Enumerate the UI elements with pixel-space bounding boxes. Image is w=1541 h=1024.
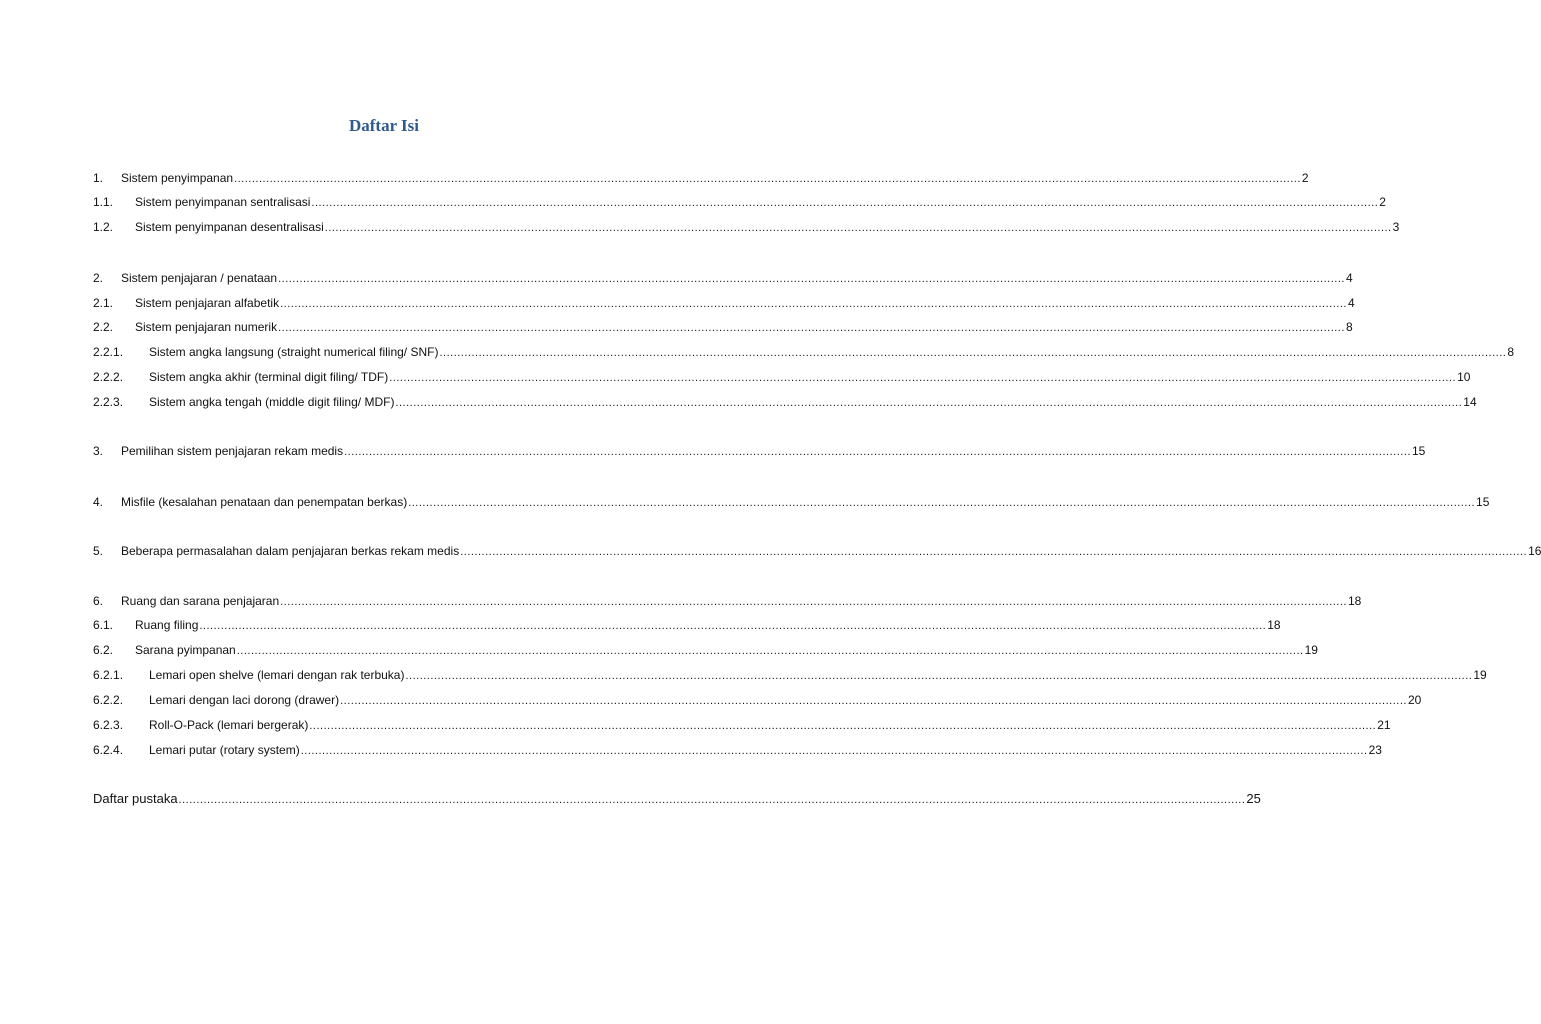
toc-entry-number: 4. bbox=[93, 495, 104, 509]
toc-leader-dots: ............................................................................................................................................................................................................................................................................................................ bbox=[199, 620, 1267, 632]
toc-entry-label: Sarana pyimpanan bbox=[135, 643, 236, 657]
toc-entry-page: 18 bbox=[1267, 618, 1281, 632]
toc-entry-number: 2.2. bbox=[93, 320, 114, 334]
toc-entry[interactable] bbox=[93, 715, 1391, 735]
toc-leader-dots: ............................................................................................................................................................................................................................................................................................................ bbox=[311, 197, 1379, 209]
toc-entry-number: 1.2. bbox=[93, 220, 114, 234]
toc-entry-label: Ruang filing bbox=[135, 618, 199, 632]
toc-leader-dots: ............................................................................................................................................................................................................................................................................................................ bbox=[340, 695, 1407, 707]
toc-entry-page: 15 bbox=[1476, 495, 1490, 509]
toc-entry-number: 6.1. bbox=[93, 618, 114, 632]
toc-entry-page: 18 bbox=[1347, 594, 1362, 608]
toc-entry[interactable] bbox=[93, 367, 1471, 387]
toc-entry[interactable] bbox=[93, 441, 1426, 461]
toc-entry-number: 2.2.2. bbox=[93, 370, 124, 384]
toc-leader-dots: ............................................................................................................................................................................................................................................................................................................ bbox=[344, 446, 1411, 458]
toc-entry-label: Roll-O-Pack (lemari bergerak) bbox=[149, 718, 309, 732]
toc-entry-number: 6.2.4. bbox=[93, 743, 124, 757]
toc-entry-page: 19 bbox=[1473, 668, 1487, 682]
toc-entry-number: 6.2. bbox=[93, 643, 114, 657]
toc-entry[interactable] bbox=[93, 293, 1355, 313]
toc-entry-label: Beberapa permasalahan dalam penjajaran berkas rekam medis bbox=[121, 544, 460, 558]
toc-entry[interactable] bbox=[93, 317, 1353, 337]
toc-entry-number: 5. bbox=[93, 544, 104, 558]
toc-entry-page: 20 bbox=[1407, 693, 1422, 707]
toc-entry-label: Lemari dengan laci dorong (drawer) bbox=[149, 693, 340, 707]
toc-entry[interactable] bbox=[93, 591, 1362, 611]
toc-entry-label: Lemari putar (rotary system) bbox=[149, 743, 300, 757]
toc-leader-dots: ............................................................................................................................................................................................................................................................................................................ bbox=[309, 720, 1377, 732]
toc-entry[interactable] bbox=[93, 168, 1309, 188]
toc-entry-number: 1. bbox=[93, 171, 104, 185]
toc-entry-number: 1.1. bbox=[93, 195, 114, 209]
toc-entry-label: Sistem angka langsung (straight numerical filing/ SNF) bbox=[149, 345, 439, 359]
toc-entry-page: 2 bbox=[1301, 171, 1309, 185]
toc-entry-page: 2 bbox=[1379, 195, 1386, 209]
toc-leader-dots: ............................................................................................................................................................................................................................................................................................................ bbox=[395, 397, 1463, 409]
toc-entry-page: 4 bbox=[1347, 296, 1355, 310]
toc-entry[interactable] bbox=[93, 615, 1281, 635]
toc-entry-number: 3. bbox=[93, 444, 104, 458]
toc-leader-dots: ............................................................................................................................................................................................................................................................................................................ bbox=[324, 222, 1392, 234]
toc-entry-label: Sistem penjajaran numerik bbox=[135, 320, 278, 334]
toc-entry[interactable] bbox=[93, 740, 1382, 760]
toc-entry-label: Pemilihan sistem penjajaran rekam medis bbox=[121, 444, 344, 458]
toc-entry-label: Ruang dan sarana penjajaran bbox=[121, 594, 280, 608]
toc-entry-number: 6.2.3. bbox=[93, 718, 124, 732]
toc-entry-page: 3 bbox=[1392, 220, 1400, 234]
toc-entry[interactable] bbox=[93, 192, 1386, 212]
toc-entry-number: 2.1. bbox=[93, 296, 114, 310]
toc-entry-number: 2.2.3. bbox=[93, 395, 124, 409]
toc-entry[interactable] bbox=[93, 690, 1422, 710]
toc-entry-number: 6. bbox=[93, 594, 104, 608]
toc-leader-dots: ............................................................................................................................................................................................................................................................................................................ bbox=[460, 546, 1528, 558]
toc-entry-label: Lemari open shelve (lemari dengan rak terbuka) bbox=[149, 668, 405, 682]
toc-entry-label: Daftar pustaka bbox=[93, 791, 178, 806]
toc-leader-dots: ............................................................................................................................................................................................................................................................................................................ bbox=[278, 273, 1345, 285]
toc-entry[interactable] bbox=[93, 217, 1400, 237]
toc-entry[interactable] bbox=[93, 541, 1541, 561]
toc-entry-label: Sistem angka tengah (middle digit filing/ MDF) bbox=[149, 395, 395, 409]
toc-entry-page: 10 bbox=[1457, 370, 1471, 384]
toc-entry-page: 23 bbox=[1368, 743, 1382, 757]
toc-leader-dots: ............................................................................................................................................................................................................................................................................................................ bbox=[280, 596, 1347, 608]
toc-entry[interactable] bbox=[93, 492, 1490, 512]
toc-leader-dots: ............................................................................................................................................................................................................................................................................................................ bbox=[408, 497, 1476, 509]
toc-entry-number: 2.2.1. bbox=[93, 345, 124, 359]
toc-entry-number: 2. bbox=[93, 271, 104, 285]
toc-entry-page: 16 bbox=[1528, 544, 1541, 558]
toc-entry[interactable] bbox=[93, 789, 1261, 809]
toc-entry-label: Sistem penyimpanan desentralisasi bbox=[135, 220, 324, 234]
toc-leader-dots: ............................................................................................................................................................................................................................................................................................................ bbox=[389, 372, 1457, 384]
toc-entry-label: Sistem penjajaran / penataan bbox=[121, 271, 278, 285]
toc-entry-label: Sistem penyimpanan sentralisasi bbox=[135, 195, 311, 209]
toc-entry-label: Sistem angka akhir (terminal digit filing/ TDF) bbox=[149, 370, 389, 384]
toc-entry[interactable] bbox=[93, 640, 1318, 660]
toc-leader-dots: ............................................................................................................................................................................................................................................................................................................ bbox=[405, 670, 1473, 682]
toc-leader-dots: ............................................................................................................................................................................................................................................................................................................ bbox=[278, 322, 1345, 334]
toc-entry-page: 15 bbox=[1411, 444, 1426, 458]
toc-entry-page: 8 bbox=[1507, 345, 1515, 359]
toc-entry-page: 21 bbox=[1377, 718, 1391, 732]
toc-entry[interactable] bbox=[93, 392, 1477, 412]
toc-entry-page: 25 bbox=[1246, 791, 1261, 806]
toc-entry-number: 6.2.2. bbox=[93, 693, 124, 707]
toc-entry-label: Misfile (kesalahan penataan dan penempatan berkas) bbox=[121, 495, 408, 509]
toc-leader-dots: ............................................................................................................................................................................................................................................................................................................ bbox=[280, 298, 1347, 310]
toc-entry-label: Sistem penyimpanan bbox=[121, 171, 234, 185]
toc-entry-page: 19 bbox=[1304, 643, 1318, 657]
toc-entry[interactable] bbox=[93, 268, 1353, 288]
toc-entry[interactable] bbox=[93, 342, 1515, 362]
toc-leader-dots: ............................................................................................................................................................................................................................................................................................................ bbox=[300, 745, 1368, 757]
toc-entry[interactable] bbox=[93, 665, 1487, 685]
toc-leader-dots: ............................................................................................................................................................................................................................................................................................................ bbox=[236, 645, 1304, 657]
toc-title: Daftar Isi bbox=[348, 116, 420, 135]
toc-entry-number: 6.2.1. bbox=[93, 668, 124, 682]
toc-entry-label: Sistem penjajaran alfabetik bbox=[135, 296, 280, 310]
toc-leader-dots: ............................................................................................................................................................................................................................................................................................................ bbox=[178, 794, 1246, 806]
toc-leader-dots: ............................................................................................................................................................................................................................................................................................................ bbox=[439, 347, 1507, 359]
toc-entry-page: 4 bbox=[1345, 271, 1353, 285]
toc-entry-page: 8 bbox=[1345, 320, 1353, 334]
toc-leader-dots: ............................................................................................................................................................................................................................................................................................................ bbox=[234, 173, 1301, 185]
toc-entry-page: 14 bbox=[1463, 395, 1477, 409]
